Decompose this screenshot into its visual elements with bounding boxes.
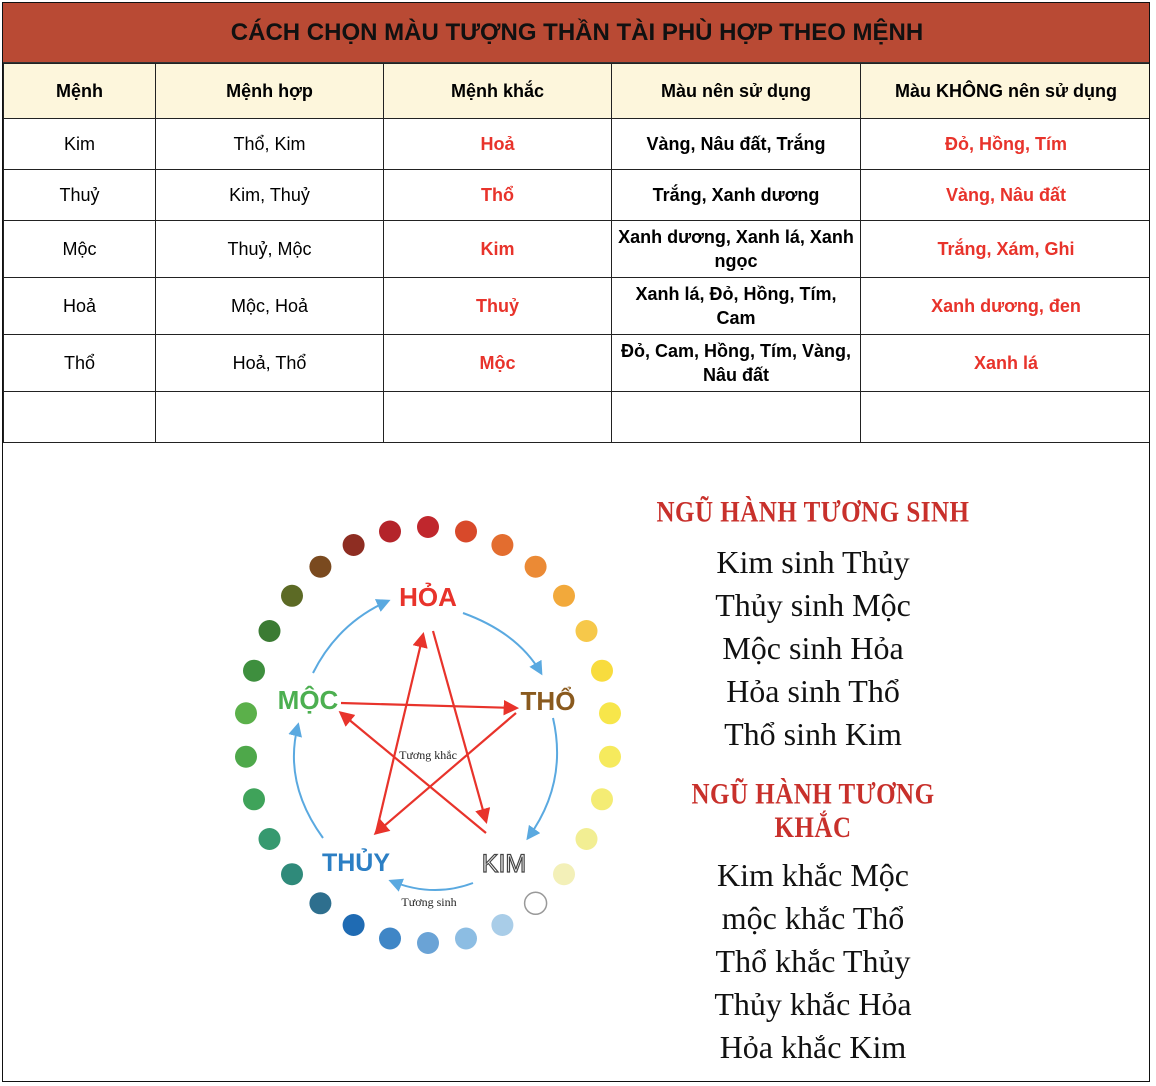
color-dot [343, 534, 365, 556]
tuong-khac-heading: NGŨ HÀNH TƯƠNG KHẮC [691, 778, 935, 845]
color-dot [235, 746, 257, 768]
color-dot [343, 914, 365, 936]
cell-menh-hop[interactable]: Thuỷ, Mộc [156, 221, 384, 278]
star-arrow-kim-moc [341, 713, 486, 833]
cell-menh-hop[interactable]: Thổ, Kim [156, 119, 384, 170]
color-dot [235, 702, 257, 724]
color-dot [455, 521, 477, 543]
color-dot [259, 620, 281, 642]
cell-empty[interactable] [4, 392, 156, 443]
cycle-arrow-tho-kim [528, 718, 557, 838]
color-dot [309, 892, 331, 914]
label-tuong-khac: Tương khắc [399, 748, 457, 762]
header-mau-nen[interactable]: Màu nên sử dụng [612, 64, 861, 119]
cell-empty[interactable] [384, 392, 612, 443]
color-dot [553, 585, 575, 607]
label-hoa: HỎA [399, 582, 457, 612]
cell-empty[interactable] [612, 392, 861, 443]
cell-empty[interactable] [861, 392, 1151, 443]
cycle-arrow-kim-thuy [391, 881, 473, 890]
color-dot [553, 863, 575, 885]
tuong-khac-line: Hỏa khắc Kim [719, 1029, 907, 1065]
cell-mau-nen[interactable]: Xanh lá, Đỏ, Hồng, Tím, Cam [612, 278, 861, 335]
header-menh-khac[interactable]: Mệnh khắc [384, 64, 612, 119]
five-elements-legend [653, 493, 973, 1069]
cell-mau-nen[interactable]: Vàng, Nâu đất, Trắng [612, 119, 861, 170]
table-row [4, 221, 1151, 278]
tuong-khac-line: mộc khắc Thổ [721, 900, 905, 936]
color-dot [281, 585, 303, 607]
table-row [4, 170, 1151, 221]
color-dot [599, 702, 621, 724]
label-tuong-sinh: Tương sinh [401, 895, 457, 909]
label-moc: MỘC [277, 685, 339, 715]
tuong-khac-line: Kim khắc Mộc [717, 857, 909, 893]
cell-menh[interactable]: Thuỷ [4, 170, 156, 221]
tuong-sinh-cycle [294, 601, 557, 890]
header-menh-hop[interactable]: Mệnh hợp [156, 64, 384, 119]
color-dot [599, 746, 621, 768]
cell-menh[interactable]: Mộc [4, 221, 156, 278]
cell-menh-hop[interactable]: Kim, Thuỷ [156, 170, 384, 221]
star-arrow-thuy-hoa [376, 635, 423, 833]
color-dot [281, 863, 303, 885]
color-dot [259, 828, 281, 850]
color-dot [243, 788, 265, 810]
color-dot [525, 556, 547, 578]
tuong-khac-line: Thổ khắc Thủy [715, 943, 911, 979]
cell-mau-nen[interactable]: Xanh dương, Xanh lá, Xanh ngọc [612, 221, 861, 278]
cell-empty[interactable] [156, 392, 384, 443]
color-dot [243, 660, 265, 682]
cell-mau-khong-nen[interactable]: Vàng, Nâu đất [861, 170, 1151, 221]
tuong-sinh-heading: NGŨ HÀNH TƯƠNG SINH [656, 496, 970, 529]
star-arrow-moc-tho [341, 703, 516, 708]
cell-menh[interactable]: Kim [4, 119, 156, 170]
spreadsheet [2, 2, 1150, 1082]
color-dot [309, 556, 331, 578]
cell-mau-khong-nen[interactable]: Xanh lá [861, 335, 1151, 392]
color-dot [379, 928, 401, 950]
table-header-row [4, 64, 1151, 119]
cycle-arrow-moc-hoa [313, 601, 388, 673]
cell-menh[interactable]: Thổ [4, 335, 156, 392]
tuong-khac-star [341, 631, 516, 833]
star-arrow-tho-thuy [376, 713, 516, 833]
cycle-arrow-thuy-moc [294, 725, 323, 838]
cell-menh[interactable]: Hoả [4, 278, 156, 335]
cell-menh-khac[interactable]: Thuỷ [384, 278, 612, 335]
five-elements-diagram [228, 503, 628, 983]
cell-mau-khong-nen[interactable]: Xanh dương, đen [861, 278, 1151, 335]
page-title: CÁCH CHỌN MÀU TƯỢNG THẦN TÀI PHÙ HỢP THEO MỆNH [3, 3, 1150, 63]
color-dot [491, 914, 513, 936]
cell-mau-nen[interactable]: Trắng, Xanh dương [612, 170, 861, 221]
cell-mau-nen[interactable]: Đỏ, Cam, Hồng, Tím, Vàng, Nâu đất [612, 335, 861, 392]
color-dot [417, 516, 439, 538]
label-kim: KIM [481, 850, 527, 878]
color-dot [591, 660, 613, 682]
cell-menh-khac[interactable]: Thổ [384, 170, 612, 221]
tuong-sinh-line: Mộc sinh Hỏa [722, 630, 904, 666]
cell-menh-hop[interactable]: Mộc, Hoả [156, 278, 384, 335]
tuong-sinh-line: Kim sinh Thủy [716, 544, 910, 580]
table-row [4, 119, 1151, 170]
tuong-sinh-line: Hỏa sinh Thổ [726, 673, 900, 709]
header-mau-khong-nen[interactable]: Màu KHÔNG nên sử dụng [861, 64, 1151, 119]
cell-mau-khong-nen[interactable]: Đỏ, Hồng, Tím [861, 119, 1151, 170]
cell-menh-khac[interactable]: Mộc [384, 335, 612, 392]
label-thuy: THỦY [321, 849, 391, 877]
star-arrow-hoa-kim [433, 631, 486, 821]
table-row-empty [4, 392, 1151, 443]
color-dot [491, 534, 513, 556]
table-row [4, 278, 1151, 335]
color-dot [525, 892, 547, 914]
cell-menh-khac[interactable]: Hoả [384, 119, 612, 170]
header-menh[interactable]: Mệnh [4, 64, 156, 119]
cell-menh-khac[interactable]: Kim [384, 221, 612, 278]
cell-mau-khong-nen[interactable]: Trắng, Xám, Ghi [861, 221, 1151, 278]
color-dot [455, 928, 477, 950]
cycle-arrow-hoa-tho [463, 613, 541, 673]
cell-menh-hop[interactable]: Hoả, Thổ [156, 335, 384, 392]
tuong-sinh-line: Thổ sinh Kim [724, 716, 902, 752]
color-dot [591, 788, 613, 810]
color-dot [417, 932, 439, 954]
table-row [4, 335, 1151, 392]
element-color-table [3, 63, 1150, 443]
tuong-khac-line: Thủy khắc Hỏa [714, 986, 912, 1022]
color-dot [379, 521, 401, 543]
color-dot [576, 828, 598, 850]
label-tho: THỔ [520, 686, 576, 716]
color-dot [576, 620, 598, 642]
tuong-sinh-line: Thủy sinh Mộc [715, 587, 911, 623]
